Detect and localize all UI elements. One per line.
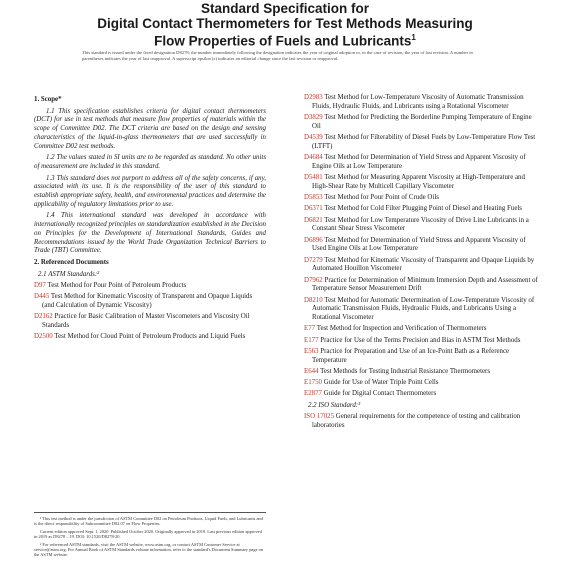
scope-paragraph: 1.3 This standard does not purport to address all of the safety concerns, if any, associated with its use. It is the responsibility of the user of this standard to establish appropriate safety, health, and environmental practices and determine the applicability of regulatory limitations prior to use. bbox=[34, 174, 266, 208]
scope-heading: 1. Scope* bbox=[34, 96, 62, 103]
reference-code[interactable]: E563 bbox=[304, 347, 319, 355]
reference-code[interactable]: D4684 bbox=[304, 154, 323, 161]
reference-title: Practice for Preparation and Use of an Ice-Point Bath as a Reference Temperature bbox=[312, 347, 510, 364]
reference-item bbox=[304, 390, 540, 399]
reference-title: Guide for Use of Water Triple Point Cells bbox=[323, 379, 439, 387]
reference-code[interactable]: D6821 bbox=[304, 216, 323, 224]
reference-item bbox=[304, 257, 540, 274]
title-footnote-mark: 1 bbox=[411, 33, 416, 42]
reference-item bbox=[34, 282, 266, 291]
reference-title: Practice for Determination of Minimum Immersion Depth and Assessment of Temperature Sensor Measurement Drift bbox=[312, 276, 538, 293]
reference-title: Test Method for Filterability of Diesel Fuels by Low-Temperature Flow Test (LTFT) bbox=[312, 134, 536, 150]
reference-title: Guide for Digital Contact Thermometers bbox=[323, 390, 437, 398]
right-column bbox=[304, 94, 540, 433]
reference-item bbox=[304, 277, 540, 294]
reference-title: Test Method for Cold Filter Plugging Point of Diesel and Heating Fuels bbox=[324, 205, 522, 213]
scope-paragraphs bbox=[34, 108, 266, 256]
iso-reference-item bbox=[304, 413, 540, 430]
title-line-1: Standard Specification for bbox=[200, 1, 370, 16]
referenced-documents-heading: 2. Referenced Documents bbox=[34, 258, 109, 266]
reference-title: Practice for Use of the Terms Precision and Bias in ASTM Test Methods bbox=[320, 336, 521, 344]
scope-paragraph: 1.4 This international standard was developed in accordance with internationally recognized principles on standardization established in the Decision on Principles for the Development of International Standards, Guides and Recommendations issued by the World Trade Organization Technical Barriers to Trade (TBT) Committee. bbox=[34, 212, 266, 255]
reference-code[interactable]: D2983 bbox=[304, 94, 323, 101]
reference-title: Test Method for Low Temperature Viscosity of Drive Line Lubricants in a Constant Shear Stress Viscometer bbox=[312, 216, 529, 233]
reference-code[interactable]: D5481 bbox=[304, 174, 323, 181]
footnote: ² For referenced ASTM standards, visit the ASTM website, www.astm.org, or contact ASTM Customer Service at service@astm.org. For Annual Book of ASTM Standards volume information, refer to the standard's Document Summary page on the ASTM website. bbox=[34, 541, 263, 558]
footnote: ¹ This test method is under the jurisdiction of ASTM Committee D02 on Petroleum Products, Liquid Fuels, and Lubricants and is the direct responsibility of Subcommittee D02.07 on Flow Properties. bbox=[34, 516, 263, 527]
reference-code[interactable]: D5853 bbox=[304, 194, 323, 201]
reference-code[interactable]: D7279 bbox=[304, 256, 323, 264]
reference-item bbox=[304, 194, 540, 203]
reference-code[interactable]: D7962 bbox=[304, 276, 323, 284]
reference-item bbox=[304, 348, 540, 365]
reference-title: Test Method for Pour Point of Crude Oils bbox=[324, 194, 439, 201]
reference-title: Test Method for Predicting the Borderline Pumping Temperature of Engine Oil bbox=[312, 114, 532, 130]
reference-item bbox=[304, 94, 540, 111]
reference-code[interactable]: D97 bbox=[34, 281, 46, 289]
reference-code[interactable]: E77 bbox=[304, 325, 316, 333]
reference-title: Test Method for Kinematic Viscosity of Transparent and Opaque Liquids (and Calculation of Dynamic Viscosity) bbox=[42, 293, 253, 309]
reference-code[interactable]: E177 bbox=[304, 336, 319, 344]
reference-item bbox=[304, 237, 540, 254]
astm-standards-subheading: 2.1 ASTM Standards:² bbox=[38, 270, 100, 278]
reference-list-left bbox=[34, 282, 266, 342]
reference-code[interactable]: D445 bbox=[34, 293, 50, 301]
reference-item bbox=[304, 297, 540, 323]
reference-item bbox=[304, 134, 540, 151]
reference-item bbox=[304, 154, 540, 171]
reference-title: Test Method for Automatic Determination of Low-Temperature Viscosity of Automatic Transmission Fluids, Hydraulic Fluids, and Lubricants Using a Rotational Viscometer bbox=[312, 296, 535, 321]
reference-item bbox=[34, 333, 266, 342]
reference-title: Test Method for Determination of Yield Stress and Apparent Viscosity of Used Engine Oils at Low Temperature bbox=[312, 236, 526, 253]
reference-code[interactable]: D3829 bbox=[304, 114, 323, 121]
reference-title: Practice for Basic Calibration of Master Viscometers and Viscosity Oil Standards bbox=[42, 313, 250, 329]
reference-title: Test Method for Cloud Point of Petroleum Products and Liquid Fuels bbox=[54, 333, 246, 341]
reference-item bbox=[34, 313, 266, 330]
reference-title: Test Method for Pour Point of Petroleum Products bbox=[47, 281, 187, 289]
title-line-2: Digital Contact Thermometers for Test Methods Measuring bbox=[97, 15, 473, 31]
reference-title: Test Methods for Testing Industrial Resistance Thermometers bbox=[320, 367, 491, 375]
reference-item bbox=[304, 379, 540, 388]
reference-code[interactable]: E644 bbox=[304, 367, 319, 375]
scope-paragraph: 1.1 This specification establishes criteria for digital contact thermometers (DCT) for use in test methods that measure flow properties of materials within the scope of Committee D02. The DCT criteria are based on the design and sensing characteristics of the liquid-in-glass thermometers that are used successfully in Committee D02 test methods. bbox=[34, 107, 266, 150]
reference-code[interactable]: D6371 bbox=[304, 205, 323, 213]
reference-list-right bbox=[304, 94, 540, 399]
reference-title: Test Method for Measuring Apparent Viscosity at High-Temperature and High-Shear Rate by Multicell Capillary Viscometer bbox=[312, 174, 525, 190]
reference-code[interactable]: D6896 bbox=[304, 236, 323, 244]
reference-title: General requirements for the competence of testing and calibration laboratories bbox=[312, 413, 521, 429]
reference-item bbox=[304, 205, 540, 214]
title-line-3: Flow Properties of Fuels and Lubricants bbox=[154, 33, 412, 49]
reference-code[interactable]: D8210 bbox=[304, 296, 323, 304]
reference-code[interactable]: D4539 bbox=[304, 134, 323, 141]
reference-item bbox=[304, 337, 540, 346]
reference-item bbox=[304, 217, 540, 234]
reference-code[interactable]: E2877 bbox=[304, 390, 322, 398]
reference-code[interactable]: ISO 17025 bbox=[304, 413, 335, 421]
footnote: Current edition approved Sept. 1, 2020. Published October 2020. Originally approved in 2019. Last previous edition approved in 2019 as D8278 – 19. DOI: 10.1520/D8278-20. bbox=[34, 528, 262, 540]
reference-title: Test Method for Kinematic Viscosity of Transparent and Opaque Liquids by Automated Houillon Viscometer bbox=[312, 256, 535, 273]
reference-title: Test Method for Inspection and Verification of Thermometers bbox=[316, 325, 487, 333]
footnotes bbox=[34, 512, 266, 560]
reference-item bbox=[304, 174, 540, 191]
document-title bbox=[0, 2, 570, 49]
reference-code[interactable]: D2500 bbox=[34, 333, 53, 341]
reference-title: Test Method for Determination of Yield Stress and Apparent Viscosity of Engine Oils at Low Temperature bbox=[312, 154, 526, 170]
scope-paragraph: 1.2 The values stated in SI units are to be regarded as standard. No other units of measurement are included in this standard. bbox=[34, 154, 266, 170]
reference-item bbox=[304, 325, 540, 334]
reference-item bbox=[34, 293, 266, 310]
iso-standard-subheading: 2.2 ISO Standard:³ bbox=[308, 401, 361, 409]
reference-code[interactable]: E1750 bbox=[304, 379, 322, 387]
left-column bbox=[34, 94, 266, 345]
reference-code[interactable]: D2162 bbox=[34, 313, 53, 321]
designation-preamble: This standard is issued under the fixed designation D8278; the number immediately following the designation indicates the year of original adoption or, in the case of revision, the year of last revision. A number in parentheses indicates the year of last reapproval. A superscript epsilon (ε) indicates an editorial change since the last revision or reapproval. bbox=[82, 50, 473, 61]
reference-item bbox=[304, 114, 540, 131]
reference-title: Test Method for Low-Temperature Viscosity of Automatic Transmission Fluids, Hydraulic Fluids, and Lubricants using a Rotational Viscometer bbox=[312, 94, 524, 110]
reference-item bbox=[304, 368, 540, 377]
